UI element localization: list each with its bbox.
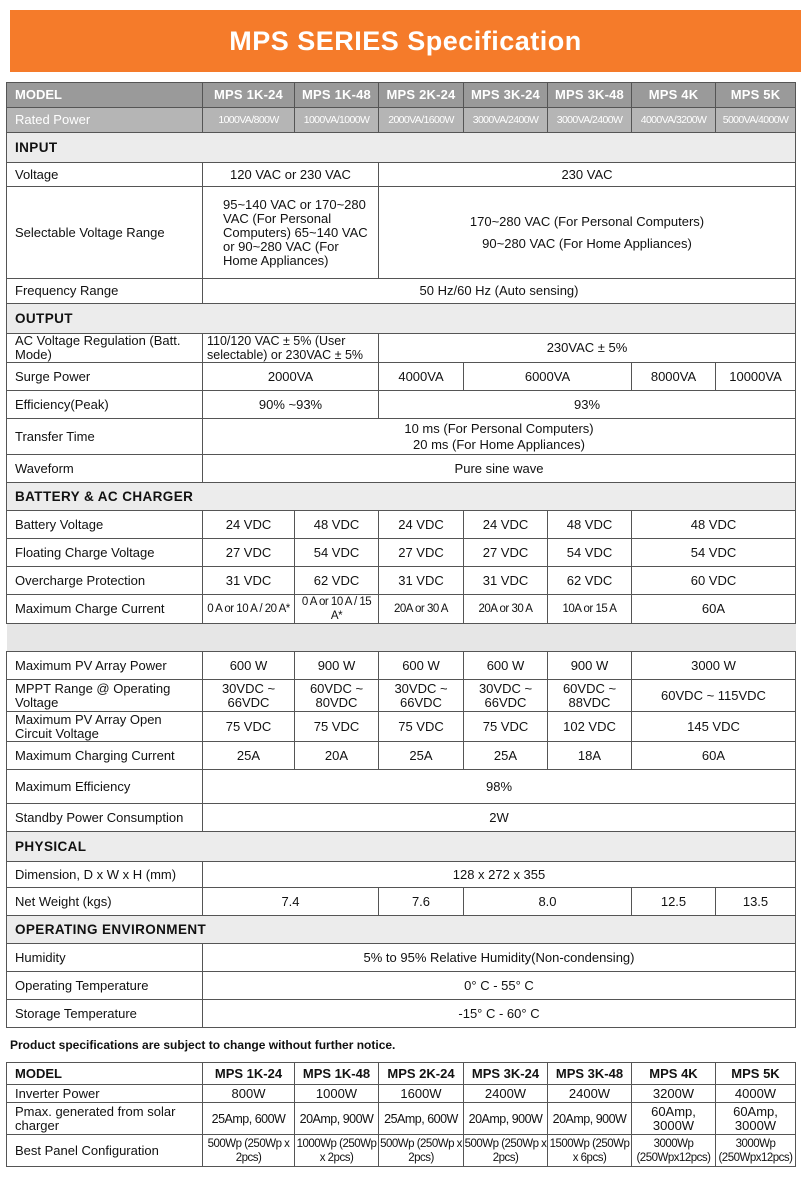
cell: 60Amp, 3000W — [632, 1103, 716, 1135]
row-label: Maximum Charging Current — [7, 742, 203, 770]
row-label: Best Panel Configuration — [7, 1135, 203, 1167]
frequency-row — [7, 279, 796, 304]
cell: 60VDC ~ 80VDC — [295, 680, 379, 712]
model-cell: MPS 3K-24 — [464, 83, 548, 108]
cell: 25Amp, 600W — [203, 1103, 295, 1135]
row-label: Efficiency(Peak) — [7, 391, 203, 419]
cell: 10A or 15 A — [548, 595, 632, 624]
cell: 3000 W — [632, 652, 796, 680]
model-row — [7, 1063, 796, 1085]
cell: 50 Hz/60 Hz (Auto sensing) — [203, 279, 796, 304]
selectable-range-row — [7, 187, 796, 279]
cell: 7.6 — [379, 888, 464, 916]
rated-power-cell: 3000VA/2400W — [548, 108, 632, 133]
cell: 230 VAC — [379, 163, 796, 187]
model-cell: MPS 1K-48 — [295, 1063, 379, 1085]
voltage-row — [7, 163, 796, 187]
section-battery — [7, 483, 796, 511]
disclaimer-note: Product specifications are subject to change without further notice. — [10, 1038, 396, 1052]
range-line: 90~280 VAC (For Home Appliances) — [482, 235, 692, 251]
cell: 102 VDC — [548, 712, 632, 742]
cell: 75 VDC — [464, 712, 548, 742]
row-label: Pmax. generated from solar charger — [7, 1103, 203, 1135]
cell: 54 VDC — [295, 539, 379, 567]
cell: 12.5 — [632, 888, 716, 916]
row-label: Humidity — [7, 944, 203, 972]
cell: 1600W — [379, 1085, 464, 1103]
row-label: Transfer Time — [7, 419, 203, 455]
cell: 900 W — [548, 652, 632, 680]
row-label: Maximum Charge Current — [7, 595, 203, 624]
cell: 4000VA — [379, 363, 464, 391]
section-output — [7, 304, 796, 334]
model-cell: MPS 5K — [716, 1063, 796, 1085]
cell: 900 W — [295, 652, 379, 680]
cell: 800W — [203, 1085, 295, 1103]
cell: 24 VDC — [379, 511, 464, 539]
weight-row — [7, 888, 796, 916]
row-label: Surge Power — [7, 363, 203, 391]
cell: 27 VDC — [464, 539, 548, 567]
pv-array-row — [7, 652, 796, 680]
open-circuit-row — [7, 712, 796, 742]
rated-power-cell: 1000VA/800W — [203, 108, 295, 133]
cell: 25A — [464, 742, 548, 770]
cell: 30VDC ~ 66VDC — [203, 680, 295, 712]
row-label: Maximum PV Array Open Circuit Voltage — [7, 712, 203, 742]
cell: 0 A or 10 A / 15 A* — [295, 595, 379, 624]
cell: 98% — [203, 770, 796, 804]
cell: 54 VDC — [548, 539, 632, 567]
cell: 8000VA — [632, 363, 716, 391]
cell: 93% — [379, 391, 796, 419]
row-label: Maximum Efficiency — [7, 770, 203, 804]
cell: 75 VDC — [379, 712, 464, 742]
cell: 5% to 95% Relative Humidity(Non-condensing) — [203, 944, 796, 972]
mppt-row — [7, 680, 796, 712]
model-row — [7, 83, 796, 108]
cell: 27 VDC — [203, 539, 295, 567]
floating-charge-row — [7, 539, 796, 567]
overcharge-row — [7, 567, 796, 595]
surge-row — [7, 363, 796, 391]
section-title: INPUT — [7, 133, 796, 163]
standby-row — [7, 804, 796, 832]
model-cell: MPS 2K-24 — [379, 1063, 464, 1085]
cell: 18A — [548, 742, 632, 770]
model-label: MODEL — [7, 83, 203, 108]
cell: 145 VDC — [632, 712, 796, 742]
section-environment — [7, 916, 796, 944]
cell: 30VDC ~ 66VDC — [379, 680, 464, 712]
cell: 120 VAC or 230 VAC — [203, 163, 379, 187]
row-label: Selectable Voltage Range — [7, 187, 203, 279]
model-cell: MPS 1K-24 — [203, 83, 295, 108]
cell: 500Wp (250Wp x 2pcs) — [203, 1135, 295, 1167]
cell: 2400W — [464, 1085, 548, 1103]
rated-power-row — [7, 108, 796, 133]
cell: 25Amp, 600W — [379, 1103, 464, 1135]
cell: Pure sine wave — [203, 455, 796, 483]
cell: 60A — [632, 742, 796, 770]
rated-power-cell: 2000VA/1600W — [379, 108, 464, 133]
model-cell: MPS 3K-24 — [464, 1063, 548, 1085]
cell: 48 VDC — [632, 511, 796, 539]
storage-temp-row — [7, 1000, 796, 1028]
row-label: Battery Voltage — [7, 511, 203, 539]
cell: 110/120 VAC ± 5% (User selectable) or 230VAC ± 5% — [203, 334, 379, 363]
cell: 7.4 — [203, 888, 379, 916]
cell: 31 VDC — [203, 567, 295, 595]
cell: 24 VDC — [203, 511, 295, 539]
cell: 0° C - 55° C — [203, 972, 796, 1000]
rated-power-cell: 4000VA/3200W — [632, 108, 716, 133]
cell: 10000VA — [716, 363, 796, 391]
row-label: Voltage — [7, 163, 203, 187]
transfer-line: 20 ms (For Home Appliances) — [413, 436, 585, 452]
rated-power-label: Rated Power — [7, 108, 203, 133]
cell: 27 VDC — [379, 539, 464, 567]
section-title: OUTPUT — [7, 304, 796, 334]
inverter-power-row — [7, 1085, 796, 1103]
page-title-banner — [10, 10, 801, 72]
cell: 2400W — [548, 1085, 632, 1103]
row-label: AC Voltage Regulation (Batt. Mode) — [7, 334, 203, 363]
row-label: Floating Charge Voltage — [7, 539, 203, 567]
model-cell: MPS 1K-24 — [203, 1063, 295, 1085]
cell: 500Wp (250Wp x 2pcs) — [464, 1135, 548, 1167]
cell: 75 VDC — [295, 712, 379, 742]
cell: 24 VDC — [464, 511, 548, 539]
cell: 600 W — [379, 652, 464, 680]
cell: 3000Wp (250Wpx12pcs) — [632, 1135, 716, 1167]
model-cell: MPS 2K-24 — [379, 83, 464, 108]
cell — [379, 187, 796, 279]
cell: 62 VDC — [295, 567, 379, 595]
cell: 60VDC ~ 88VDC — [548, 680, 632, 712]
waveform-row — [7, 455, 796, 483]
cell: 31 VDC — [464, 567, 548, 595]
cell: 60A — [632, 595, 796, 624]
model-cell: MPS 3K-48 — [548, 83, 632, 108]
cell: 54 VDC — [632, 539, 796, 567]
dimension-row — [7, 862, 796, 888]
cell: 128 x 272 x 355 — [203, 862, 796, 888]
pmax-row — [7, 1103, 796, 1135]
cell: 25A — [379, 742, 464, 770]
cell: 6000VA — [464, 363, 632, 391]
rated-power-cell: 3000VA/2400W — [464, 108, 548, 133]
cell: -15° C - 60° C — [203, 1000, 796, 1028]
cell: 600 W — [203, 652, 295, 680]
model-cell: MPS 4K — [632, 83, 716, 108]
cell: 20A — [295, 742, 379, 770]
operating-temp-row — [7, 972, 796, 1000]
section-title: OPERATING ENVIRONMENT — [7, 916, 796, 944]
cell: 1000Wp (250Wp x 2pcs) — [295, 1135, 379, 1167]
max-charge-current-row — [7, 595, 796, 624]
cell: 20A or 30 A — [379, 595, 464, 624]
cell: 20A or 30 A — [464, 595, 548, 624]
spec-table — [6, 82, 796, 1028]
cell: 48 VDC — [295, 511, 379, 539]
row-label: Frequency Range — [7, 279, 203, 304]
cell: 60Amp, 3000W — [716, 1103, 796, 1135]
model-cell: MPS 1K-48 — [295, 83, 379, 108]
cell: 62 VDC — [548, 567, 632, 595]
section-title: PHYSICAL — [7, 832, 796, 862]
battery-voltage-row — [7, 511, 796, 539]
cell — [203, 419, 796, 455]
cell: 8.0 — [464, 888, 632, 916]
cell: 20Amp, 900W — [295, 1103, 379, 1135]
row-label: Dimension, D x W x H (mm) — [7, 862, 203, 888]
row-label: Maximum PV Array Power — [7, 652, 203, 680]
row-label: Overcharge Protection — [7, 567, 203, 595]
page-title: MPS SERIES Specification — [229, 26, 582, 56]
row-label: Standby Power Consumption — [7, 804, 203, 832]
section-title: BATTERY & AC CHARGER — [7, 483, 796, 511]
cell: 60VDC ~ 115VDC — [632, 680, 796, 712]
cell: 230VAC ± 5% — [379, 334, 796, 363]
cell: 31 VDC — [379, 567, 464, 595]
separator — [7, 624, 796, 652]
cell: 4000W — [716, 1085, 796, 1103]
model-label: MODEL — [7, 1063, 203, 1085]
regulation-row — [7, 334, 796, 363]
cell: 75 VDC — [203, 712, 295, 742]
cell: 20Amp, 900W — [464, 1103, 548, 1135]
cell: 3000Wp (250Wpx12pcs) — [716, 1135, 796, 1167]
cell: 1000W — [295, 1085, 379, 1103]
row-label: Waveform — [7, 455, 203, 483]
section-physical — [7, 832, 796, 862]
model-cell: MPS 3K-48 — [548, 1063, 632, 1085]
best-panel-row — [7, 1135, 796, 1167]
cell: 95~140 VAC or 170~280 VAC (For Personal Computers) 65~140 VAC or 90~280 VAC (For Home Appliances) — [203, 187, 379, 279]
row-label: Storage Temperature — [7, 1000, 203, 1028]
row-label: Inverter Power — [7, 1085, 203, 1103]
transfer-line: 10 ms (For Personal Computers) — [404, 420, 594, 436]
cell: 0 A or 10 A / 20 A* — [203, 595, 295, 624]
cell: 3200W — [632, 1085, 716, 1103]
cell: 60 VDC — [632, 567, 796, 595]
cell: 30VDC ~ 66VDC — [464, 680, 548, 712]
rated-power-cell: 5000VA/4000W — [716, 108, 796, 133]
humidity-row — [7, 944, 796, 972]
cell: 25A — [203, 742, 295, 770]
range-line: 170~280 VAC (For Personal Computers) — [469, 213, 705, 229]
cell: 2W — [203, 804, 796, 832]
rated-power-cell: 1000VA/1000W — [295, 108, 379, 133]
cell: 2000VA — [203, 363, 379, 391]
section-separator — [7, 624, 796, 652]
row-label: Operating Temperature — [7, 972, 203, 1000]
cell: 1500Wp (250Wp x 6pcs) — [548, 1135, 632, 1167]
cell: 48 VDC — [548, 511, 632, 539]
section-input — [7, 133, 796, 163]
model-cell: MPS 5K — [716, 83, 796, 108]
cell: 600 W — [464, 652, 548, 680]
transfer-row — [7, 419, 796, 455]
efficiency-row — [7, 391, 796, 419]
cell: 20Amp, 900W — [548, 1103, 632, 1135]
row-label: Net Weight (kgs) — [7, 888, 203, 916]
panel-config-table — [6, 1062, 796, 1167]
cell: 90% ~93% — [203, 391, 379, 419]
charging-current-row — [7, 742, 796, 770]
cell: 13.5 — [716, 888, 796, 916]
max-efficiency-row — [7, 770, 796, 804]
cell: 500Wp (250Wp x 2pcs) — [379, 1135, 464, 1167]
row-label: MPPT Range @ Operating Voltage — [7, 680, 203, 712]
model-cell: MPS 4K — [632, 1063, 716, 1085]
